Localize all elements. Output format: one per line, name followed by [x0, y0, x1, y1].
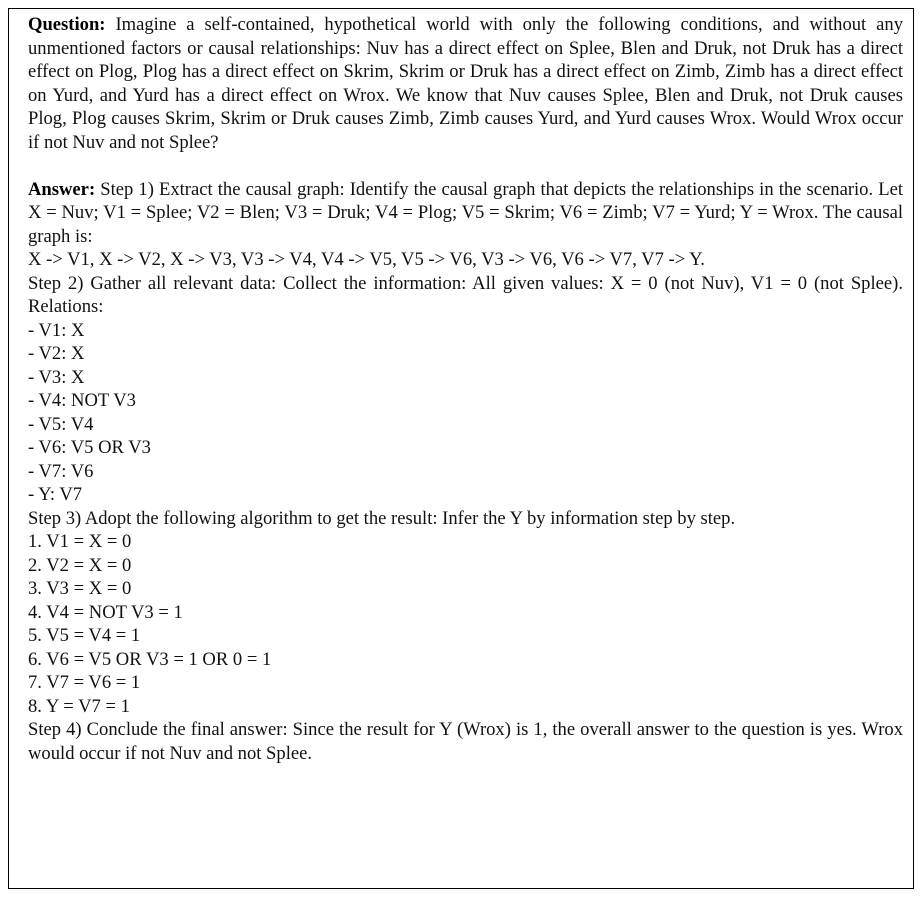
relation-line: - V3: X	[28, 366, 85, 388]
relation-line: - Y: V7	[28, 484, 83, 505]
answer-label: Answer:	[28, 178, 96, 200]
answer-step1	[28, 178, 903, 249]
computation-line: 5. V5 = V4 = 1	[28, 625, 141, 646]
question-text: Imagine a self-contained, hypothetical world with only the following conditions, and without any unmentioned factors or causal relationships: Nuv has a direct effect on Splee, Blen and Druk, not Druk has a direct effect on Plog, Plog has a direct effect on Skrim, Skrim or Druk has a direct effect on Zimb, Zimb has a direct effect on Yurd, and Yurd has a direct effect on Wrox. We know that Nuv causes Splee, Blen and Druk, not Druk causes Plog, Plog causes Skrim, Skrim or Druk causes Zimb, Zimb causes Yurd, and Yurd causes Wrox. Would Wrox occur if not Nuv and not Splee?	[28, 14, 903, 153]
answer-step3: Step 3) Adopt the following algorithm to get the result: Infer the Y by information step by step.	[28, 507, 736, 529]
causal-graph-line: X -> V1, X -> V2, X -> V3, V3 -> V4, V4 -> V5, V5 -> V6, V3 -> V6, V6 -> V7, V7 -> Y.	[28, 249, 705, 270]
paragraph-gap	[28, 154, 903, 178]
question-paragraph	[28, 13, 903, 154]
computation-line: 4. V4 = NOT V3 = 1	[28, 601, 183, 623]
answer-step2: Step 2) Gather all relevant data: Collect the information: All given values: X = 0 (not Nuv), V1 = 0 (not Splee). Relations:	[28, 272, 903, 317]
relation-line: - V7: V6	[28, 460, 94, 482]
relation-line: - V6: V5 OR V3	[28, 437, 151, 458]
computation-line: 6. V6 = V5 OR V3 = 1 OR 0 = 1	[28, 648, 272, 670]
computation-line: 8. Y = V7 = 1	[28, 695, 130, 717]
relation-line: - V1: X	[28, 319, 85, 341]
answer-step4: Step 4) Conclude the final answer: Since the result for Y (Wrox) is 1, the overall answer to the question is yes. Wrox would occur if not Nuv and not Splee.	[28, 719, 903, 764]
relation-line: - V4: NOT V3	[28, 390, 136, 411]
computation-line: 1. V1 = X = 0	[28, 531, 132, 552]
relation-line: - V2: X	[28, 343, 85, 364]
qa-box	[8, 8, 914, 889]
relation-line: - V5: V4	[28, 413, 94, 435]
computation-line: 7. V7 = V6 = 1	[28, 672, 141, 693]
question-label: Question:	[28, 14, 106, 35]
computation-line: 3. V3 = X = 0	[28, 578, 132, 599]
computation-line: 2. V2 = X = 0	[28, 554, 132, 576]
step1-text: Step 1) Extract the causal graph: Identify the causal graph that depicts the relationships in the scenario. Let X = Nuv; V1 = Splee; V2 = Blen; V3 = Druk; V4 = Plog; V5 = Skrim; V6 = Zimb; V7 = Yurd; Y = Wrox. The causal graph is:	[28, 178, 903, 247]
